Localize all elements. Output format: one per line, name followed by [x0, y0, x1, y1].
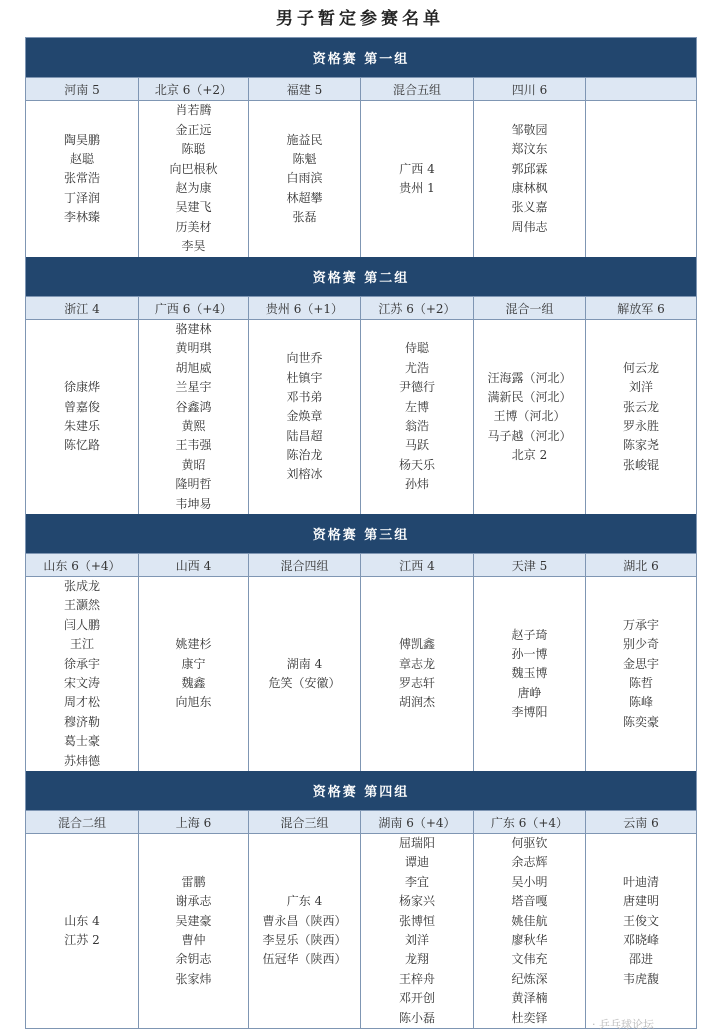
player-name: 谭迪 — [404, 855, 429, 870]
player-name: 周伟志 — [511, 219, 548, 234]
team-name: 贵州 6（+1） — [248, 297, 360, 319]
player-name: 杨家兴 — [398, 894, 435, 909]
player-name: 何云龙 — [622, 360, 659, 375]
player-list — [26, 320, 138, 514]
player-list — [248, 320, 360, 514]
player-name: 朱建乐 — [63, 419, 100, 433]
player-name: 陈忆路 — [63, 438, 100, 453]
player-name: 郭邱霖 — [511, 161, 548, 176]
player-list — [585, 320, 696, 514]
player-name: 唐峥 — [517, 685, 542, 700]
player-list — [138, 577, 248, 771]
player-name: 章志龙 — [398, 656, 435, 671]
player-list — [138, 320, 248, 514]
player-name: 穆济勒 — [63, 714, 100, 729]
player-name: 邓开创 — [398, 991, 435, 1006]
player-name: 北京 2 — [511, 448, 548, 463]
player-name: 肖若腾 — [175, 103, 212, 118]
player-name: 吴小明 — [511, 874, 548, 889]
player-name: 陈哲 — [628, 676, 653, 690]
team-name: 四川 6 — [473, 78, 585, 100]
player-name: 徐康烨 — [63, 380, 100, 395]
player-name: 余钥志 — [175, 952, 212, 967]
player-name: 丁泽润 — [63, 190, 100, 205]
player-list — [26, 577, 138, 771]
team-name: 混合二组 — [57, 815, 106, 830]
player-name: 徐承宇 — [63, 656, 100, 671]
player-name: 万承宇 — [622, 617, 659, 632]
player-name: 张博恒 — [398, 913, 435, 928]
player-name: 山东 4 — [64, 913, 100, 928]
team-name: 云南 6 — [585, 811, 696, 833]
player-name: 宋文涛 — [63, 676, 100, 690]
player-list — [585, 101, 696, 257]
player-name: 张常浩 — [63, 171, 100, 186]
player-name: 张成龙 — [63, 579, 100, 594]
player-name: 胡旭威 — [175, 360, 212, 375]
player-name: 赵聪 — [69, 151, 94, 166]
player-name: 李宜 — [404, 874, 429, 889]
player-list — [26, 101, 138, 257]
player-list — [360, 834, 473, 1028]
player-name: 张家炜 — [175, 971, 212, 986]
player-name: 金焕章 — [286, 409, 323, 424]
player-name: 张义嘉 — [511, 200, 548, 215]
team-name: 上海 6 — [138, 811, 248, 833]
team-name: 混合一组 — [473, 297, 585, 319]
player-name: 金思宇 — [622, 656, 659, 671]
player-list — [360, 101, 473, 257]
player-name: 葛士豪 — [63, 734, 100, 749]
player-name: 向世乔 — [286, 351, 323, 366]
player-name: 李昊 — [181, 239, 206, 254]
player-name: 姚佳航 — [511, 913, 548, 928]
player-name: 江苏 2 — [64, 933, 100, 947]
player-name: 李林臻 — [63, 210, 100, 225]
player-list — [248, 577, 360, 771]
player-list — [473, 101, 585, 257]
player-name: 李昱乐（陕西） — [262, 933, 347, 947]
player-name: 曹仲 — [181, 933, 206, 947]
player-name: 雷鹏 — [181, 874, 206, 889]
page-title: 男子暂定参赛名单 — [276, 9, 444, 29]
player-row — [26, 100, 696, 257]
player-name: 余志辉 — [511, 855, 548, 870]
team-name: 河南 5 — [64, 82, 100, 97]
player-list — [138, 101, 248, 257]
player-name: 魏玉博 — [511, 666, 548, 681]
player-name: 林超攀 — [286, 190, 323, 205]
player-name: 纪炼深 — [511, 971, 548, 986]
team-row — [26, 553, 696, 576]
player-name: 陈魁 — [292, 151, 317, 166]
player-name: 陈家尧 — [622, 438, 659, 453]
player-name: 韦虎馥 — [622, 971, 659, 986]
team-row — [26, 296, 696, 319]
player-name: 广西 4 — [399, 161, 435, 176]
player-row — [26, 319, 696, 514]
team-name: 北京 6（+2） — [138, 78, 248, 100]
player-row — [26, 833, 696, 1028]
player-name: 金正远 — [175, 122, 212, 137]
player-name: 王灏然 — [63, 598, 100, 613]
team-row — [26, 810, 696, 833]
group-header: 资格赛 第三组 — [26, 514, 696, 553]
team-name: 广东 6（+4） — [473, 811, 585, 833]
player-name: 苏炜德 — [63, 753, 100, 768]
group-header: 资格赛 第四组 — [26, 771, 696, 810]
player-name: 闫人鹏 — [63, 617, 100, 632]
team-name: 山东 6（+4） — [43, 558, 121, 573]
player-name: 文伟充 — [511, 952, 548, 967]
team-name: 湖北 6 — [585, 554, 696, 576]
player-list — [473, 834, 585, 1028]
player-name: 魏鑫 — [181, 676, 206, 690]
player-name: 黄明琪 — [175, 341, 212, 356]
player-name: 何驱钦 — [511, 836, 548, 851]
player-row — [26, 576, 696, 771]
player-name: 马子越（河北） — [487, 428, 572, 443]
group-header: 资格赛 第一组 — [26, 38, 696, 77]
player-name: 马跃 — [404, 438, 429, 453]
watermark: · 乒乓球论坛 — [592, 1018, 654, 1030]
group-header: 资格赛 第二组 — [26, 257, 696, 296]
player-name: 尹德行 — [398, 380, 435, 395]
player-name: 陆昌超 — [286, 428, 323, 443]
team-row — [26, 77, 696, 100]
team-name: 混合五组 — [360, 78, 473, 100]
roster-table — [25, 37, 697, 1029]
player-name: 别少奇 — [622, 637, 659, 652]
player-name: 张磊 — [292, 210, 317, 225]
team-name: 福建 5 — [248, 78, 360, 100]
player-name: 满新民（河北） — [487, 389, 572, 404]
player-list — [360, 577, 473, 771]
player-name: 谷鑫鸿 — [175, 399, 212, 414]
player-name: 骆建林 — [175, 322, 212, 337]
player-name: 邹敬园 — [511, 122, 548, 137]
player-name: 罗志轩 — [398, 676, 435, 690]
player-name: 历美材 — [175, 219, 212, 234]
player-name: 廖秋华 — [511, 933, 548, 947]
player-name: 王韦强 — [175, 438, 212, 453]
team-name: 湖南 6（+4） — [360, 811, 473, 833]
player-name: 邵进 — [628, 952, 653, 967]
team-name: 浙江 4 — [64, 301, 100, 316]
player-name: 康宁 — [181, 656, 206, 671]
team-name: 山西 4 — [138, 554, 248, 576]
team-name: 天津 5 — [473, 554, 585, 576]
player-name: 杜奕铎 — [511, 1010, 548, 1025]
player-name: 贵州 1 — [399, 181, 435, 195]
player-name: 黄泽楠 — [511, 991, 548, 1006]
team-name: 江苏 6（+2） — [360, 297, 473, 319]
player-name: 屈瑞阳 — [398, 836, 435, 851]
player-name: 施益民 — [286, 132, 323, 147]
player-name: 王俊文 — [622, 913, 659, 928]
player-name: 吴建飞 — [175, 200, 212, 215]
player-list — [473, 320, 585, 514]
player-name: 陈小磊 — [398, 1010, 435, 1025]
player-name: 谢承志 — [175, 894, 212, 909]
player-name: 韦坤易 — [175, 496, 212, 511]
player-name: 李博阳 — [511, 705, 548, 720]
player-name: 郑汶东 — [511, 142, 548, 157]
player-name: 陈聪 — [181, 142, 206, 157]
player-name: 翁浩 — [404, 419, 429, 433]
team-name — [585, 78, 696, 100]
team-name: 广西 6（+4） — [138, 297, 248, 319]
player-name: 康林枫 — [511, 181, 548, 195]
player-list — [360, 320, 473, 514]
player-name: 湖南 4 — [286, 656, 323, 671]
player-name: 向旭东 — [175, 695, 212, 710]
player-name: 赵子琦 — [511, 627, 548, 642]
player-name: 陈奕豪 — [622, 714, 659, 729]
player-name: 孙一博 — [511, 646, 548, 661]
team-name: 解放军 6 — [585, 297, 696, 319]
player-name: 曾嘉俊 — [63, 399, 100, 414]
player-name: 汪海露（河北） — [487, 370, 572, 385]
player-name: 曹永昌（陕西） — [262, 913, 347, 928]
team-name: 混合三组 — [248, 811, 360, 833]
player-name: 兰星宇 — [175, 380, 212, 395]
player-name: 孙炜 — [404, 477, 429, 492]
player-name: 唐建明 — [622, 894, 659, 909]
player-name: 龙翔 — [404, 952, 429, 967]
player-name: 王梓舟 — [398, 971, 435, 986]
player-name: 刘洋 — [404, 933, 429, 947]
player-list — [585, 577, 696, 771]
player-name: 左博 — [404, 399, 429, 414]
player-name: 王江 — [69, 637, 94, 652]
player-list — [585, 834, 696, 1028]
player-name: 叶迪清 — [622, 874, 659, 889]
player-name: 广东 4 — [286, 894, 323, 909]
player-name: 周才松 — [63, 695, 100, 710]
player-name: 邓书弟 — [286, 389, 323, 404]
player-name: 陈峰 — [628, 695, 653, 710]
player-name: 张云龙 — [622, 399, 659, 414]
player-name: 杜镇宇 — [286, 370, 323, 385]
player-name: 赵为康 — [175, 181, 212, 195]
player-name: 张峻锟 — [622, 457, 659, 472]
player-list — [138, 834, 248, 1028]
player-name: 陈治龙 — [286, 448, 323, 463]
player-name: 尤浩 — [404, 360, 429, 375]
player-name: 伍冠华（陕西） — [262, 952, 347, 967]
player-name: 邓晓峰 — [622, 933, 659, 947]
player-name: 王博（河北） — [493, 409, 566, 424]
player-name: 隆明哲 — [175, 477, 212, 492]
player-name: 白雨滨 — [286, 171, 323, 186]
player-name: 危笑（安徽） — [268, 676, 341, 690]
player-list — [26, 834, 138, 1028]
player-list — [473, 577, 585, 771]
player-name: 胡润杰 — [398, 695, 435, 710]
player-list — [248, 834, 360, 1028]
player-name: 向巴根秋 — [169, 161, 218, 176]
player-name: 傅凯鑫 — [398, 637, 435, 652]
player-name: 陶昊鹏 — [63, 132, 100, 147]
player-name: 杨天乐 — [398, 457, 435, 472]
player-name: 刘榕冰 — [286, 467, 323, 482]
player-name: 黄熙 — [181, 419, 206, 433]
player-name: 侍聪 — [404, 341, 429, 356]
player-list — [248, 101, 360, 257]
team-name: 混合四组 — [248, 554, 360, 576]
player-name: 刘洋 — [628, 380, 653, 395]
player-name: 罗永胜 — [622, 419, 659, 433]
player-name: 吴建豪 — [175, 913, 212, 928]
player-name: 塔音嘎 — [511, 894, 548, 909]
player-name: 姚建杉 — [175, 637, 212, 652]
player-name: 黄昭 — [181, 457, 206, 472]
team-name: 江西 4 — [360, 554, 473, 576]
